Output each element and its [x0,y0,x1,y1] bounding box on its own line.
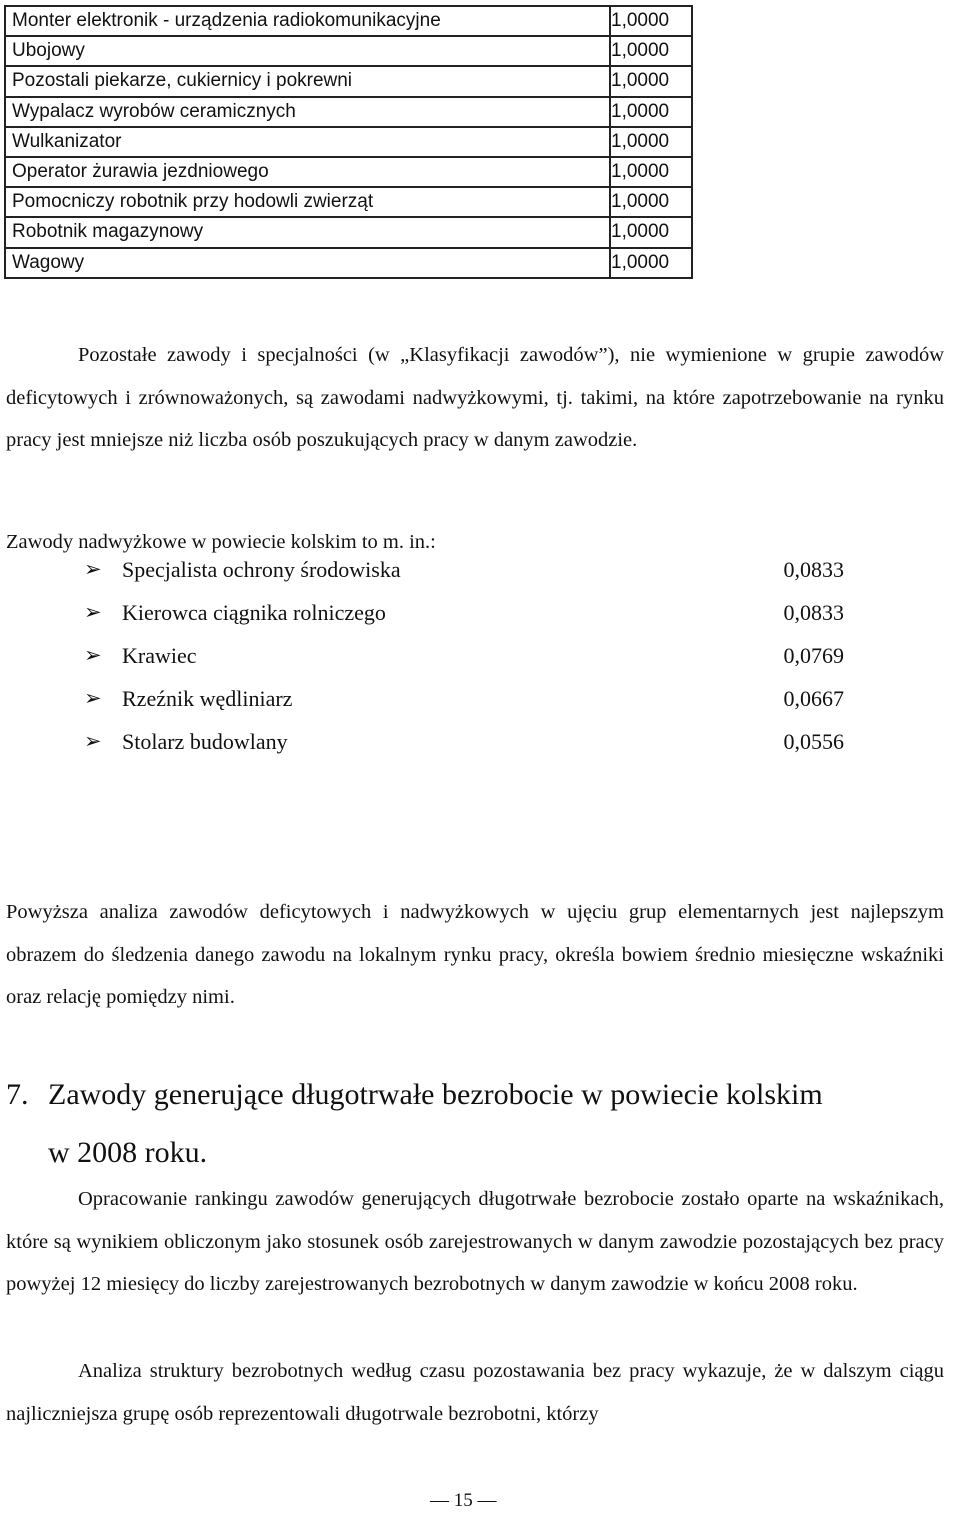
arrow-bullet-icon: ➢ [84,729,102,753]
occupation-name: Pozostali piekarze, cukiernicy i pokrewni [5,66,610,96]
paragraph-surplus-definition: Pozostałe zawody i specjalności (w „Klasyfikacji zawodów”), nie wymienione w grupie zawodów deficytowych i zrównoważonych, są zawodami nadwyżkowymi, tj. takimi, na które zapotrzebowanie na rynku pracy jest mniejsze niż liczba osób poszukujących pracy w danym zawodzie. [6,344,944,451]
list-item-label: Krawiec [122,642,197,668]
table-row [5,6,692,36]
occupation-value: 1,0000 [610,187,692,217]
list-item [84,591,844,634]
paragraph-structure: Analiza struktury bezrobotnych według czasu pozostawania bez pracy wykazuje, że w dalszym ciągu najliczniejsza grupę osób reprezentowali długotrwale bezrobotni, którzy [6,1360,944,1425]
arrow-bullet-icon: ➢ [84,643,102,667]
table-row [5,66,692,96]
table-row [5,36,692,66]
list-item [84,677,844,720]
list-item [84,634,844,677]
arrow-bullet-icon: ➢ [84,557,102,581]
occupation-name: Operator żurawia jezdniowego [5,157,610,187]
occupation-name: Pomocniczy robotnik przy hodowli zwierząt [5,187,610,217]
section-title-line1: Zawody generujące długotrwałe bezrobocie w powiecie kolskim [48,1078,823,1111]
section-title [6,1066,823,1182]
occupation-value: 1,0000 [610,157,692,187]
table-row [5,157,692,187]
occupation-value: 1,0000 [610,127,692,157]
occupation-name: Wulkanizator [5,127,610,157]
occupation-name: Ubojowy [5,36,610,66]
occupation-name: Wagowy [5,248,610,278]
table-row [5,127,692,157]
occupation-value: 1,0000 [610,97,692,127]
table-row [5,217,692,247]
surplus-heading: Zawody nadwyżkowe w powiecie kolskim to m. in.: [6,531,436,553]
table-row [5,187,692,217]
occupation-name: Robotnik magazynowy [5,217,610,247]
occupation-name: Wypalacz wyrobów ceramicznych [5,97,610,127]
list-item-label: Kierowca ciągnika rolniczego [122,599,386,625]
list-item-value: 0,0833 [783,556,844,582]
list-item-value: 0,0667 [783,685,844,711]
occupation-value: 1,0000 [610,248,692,278]
table-row [5,97,692,127]
page-number: — 15 — [430,1490,497,1511]
occupation-value: 1,0000 [610,66,692,96]
list-item [84,720,844,763]
occupation-value: 1,0000 [610,217,692,247]
section-number: 7. [6,1078,29,1111]
arrow-bullet-icon: ➢ [84,600,102,624]
section-title-line2: w 2008 roku. [48,1136,208,1169]
surplus-list [84,548,844,763]
list-item-value: 0,0769 [783,642,844,668]
occupation-value: 1,0000 [610,36,692,66]
occupation-value: 1,0000 [610,6,692,36]
list-item-value: 0,0833 [783,599,844,625]
paragraph-analysis: Powyższa analiza zawodów deficytowych i nadwyżkowych w ujęciu grup elementarnych jest najlepszym obrazem do śledzenia danego zawodu na lokalnym rynku pracy, określa bowiem średnio miesięczne wskaźniki oraz relację pomiędzy nimi. [6,901,944,1008]
occupation-table [4,5,693,279]
paragraph-ranking: Opracowanie rankingu zawodów generujących długotrwałe bezrobocie zostało oparte na wskaźnikach, które są wynikiem obliczonym jako stosunek osób zarejestrowanych w danym zawodzie pozostających bez pracy powyżej 12 miesięcy do liczby zarejestrowanych bezrobotnych w danym zawodzie w końcu 2008 roku. [6,1188,944,1295]
list-item-label: Stolarz budowlany [122,728,288,754]
list-item-label: Rzeźnik wędliniarz [122,685,293,711]
occupation-name: Monter elektronik - urządzenia radiokomunikacyjne [5,6,610,36]
arrow-bullet-icon: ➢ [84,686,102,710]
list-item-value: 0,0556 [783,728,844,754]
table-row [5,248,692,278]
list-item-label: Specjalista ochrony środowiska [122,556,401,582]
list-item [84,548,844,591]
